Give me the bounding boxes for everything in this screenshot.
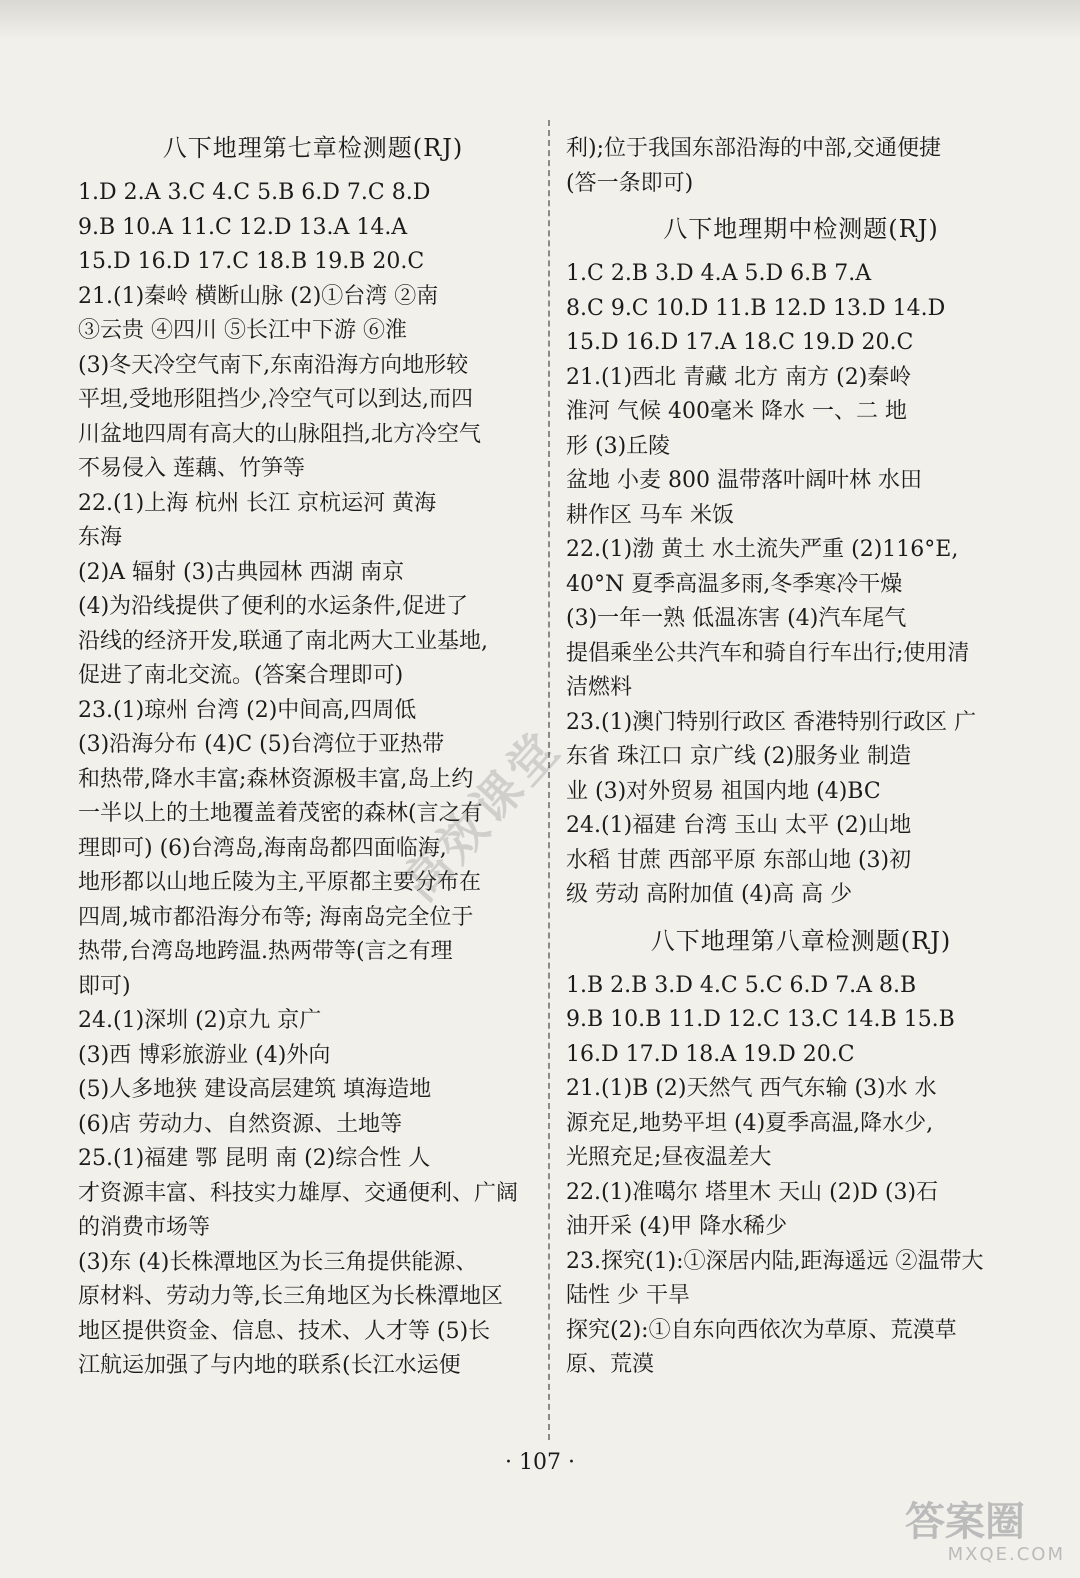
answer-line: 耕作区 马车 米饭: [566, 502, 734, 528]
answer-line: 25.(1)福建 鄂 昆明 南 (2)综合性 人: [78, 1146, 431, 1171]
answer-line: 东省 珠江口 京广线 (2)服务业 制造: [566, 744, 912, 769]
answer-line: 即可): [78, 973, 131, 999]
logo-text: 答案圈: [905, 1499, 1025, 1545]
answer-line: 促进了南北交流。(答案合理即可): [78, 663, 404, 688]
answer-line: 沿线的经济开发,联通了南北两大工业基地,: [78, 628, 488, 654]
answer-line: 23.(1)澳门特别行政区 香港特别行政区 广: [566, 709, 977, 735]
answer-line: 的消费市场等: [78, 1215, 211, 1240]
answer-line: 24.(1)深圳 (2)京九 京广: [78, 1008, 322, 1033]
answer-line: 15.D 16.D 17.A 18.C 19.D 20.C: [566, 330, 914, 355]
answer-line: 原材料、劳动力等,长三角地区为长株潭地区: [78, 1284, 503, 1309]
answer-line: (5)人多地狭 建设高层建筑 填海造地: [78, 1077, 432, 1102]
answer-line: 江航运加强了与内地的联系(长江水运便: [78, 1353, 461, 1378]
answer-line: 24.(1)福建 台湾 玉山 太平 (2)山地: [566, 813, 912, 838]
answer-line: 1.D 2.A 3.C 4.C 5.B 6.D 7.C 8.D: [78, 180, 431, 205]
answer-line: 9.B 10.A 11.C 12.D 13.A 14.A: [78, 214, 408, 240]
right-column: [566, 132, 1036, 1383]
answer-line: 光照充足;昼夜温差大: [566, 1145, 772, 1170]
answer-line: 不易侵入 莲藕、竹笋等: [78, 456, 305, 481]
chapter8-answers: [566, 969, 1036, 1383]
answer-line: 业 (3)对外贸易 祖国内地 (4)BC: [566, 778, 881, 804]
answer-line: 和热带,降水丰富;森林资源极丰富,岛上约: [78, 766, 474, 792]
answer-line: 源充足,地势平坦 (4)夏季高温,降水少,: [566, 1110, 934, 1136]
answer-line: 23.(1)琼州 台湾 (2)中间高,四周低: [78, 697, 417, 723]
chapter8-title: 八下地理第八章检测题(RJ): [650, 926, 952, 955]
answer-line: 淮河 气候 400毫米 降水 一、二 地: [566, 399, 907, 424]
answer-line: ③云贵 ④四川 ⑤长江中下游 ⑥淮: [78, 318, 407, 343]
site-logo: [905, 1499, 1065, 1565]
answer-line: 东海: [78, 525, 123, 550]
answer-line: 9.B 10.B 11.D 12.C 13.C 14.B 15.B: [566, 1007, 955, 1032]
answer-line: 15.D 16.D 17.C 18.B 19.B 20.C: [78, 249, 425, 274]
answer-line: 水稻 甘蔗 西部平原 东部山地 (3)初: [566, 847, 912, 873]
answer-line: 1.C 2.B 3.D 4.A 5.D 6.B 7.A: [566, 261, 872, 286]
answer-line: 利);位于我国东部沿海的中部,交通便捷: [566, 136, 941, 161]
answer-line: 16.D 17.D 18.A 19.D 20.C: [566, 1041, 855, 1067]
answer-line: 盆地 小麦 800 温带落叶阔叶林 水田: [566, 468, 922, 493]
answer-line: (4)为沿线提供了便利的水运条件,促进了: [78, 594, 469, 619]
answer-line: (3)沿海分布 (4)C (5)台湾位于亚热带: [78, 732, 445, 757]
chapter7-answers-continued: [566, 132, 1036, 201]
answer-line: 一半以上的土地覆盖着茂密的森林(言之有: [78, 801, 483, 826]
answer-line: 探究(2):①自东向西依次为草原、荒漠草: [566, 1317, 957, 1343]
answer-line: (6)店 劳动力、自然资源、土地等: [78, 1111, 403, 1137]
midterm-answers: [566, 257, 1036, 913]
answer-line: 提倡乘坐公共汽车和骑自行车出行;使用清: [566, 640, 970, 666]
answer-line: 23.探究(1):①深居内陆,距海遥远 ②温带大: [566, 1248, 984, 1274]
answer-line: 原、荒漠: [566, 1352, 655, 1377]
answer-line: 级 劳动 高附加值 (4)高 高 少: [566, 882, 853, 907]
answer-line: 21.(1)西北 青藏 北方 南方 (2)秦岭: [566, 364, 912, 390]
answer-line: 地区提供资金、信息、技术、人才等 (5)长: [78, 1318, 491, 1344]
chapter7-title: 八下地理第七章检测题(RJ): [162, 134, 464, 162]
answer-line: (2)A 辐射 (3)古典园林 西湖 南京: [78, 559, 405, 585]
watermark-stamp: 高效课堂: [391, 719, 573, 913]
answer-line: 地形都以山地丘陵为主,平原都主要分布在: [78, 870, 481, 895]
answer-line: 8.C 9.C 10.D 11.B 12.D 13.D 14.D: [566, 295, 946, 321]
answer-line: (3)东 (4)长株潭地区为长三角提供能源、: [78, 1249, 478, 1275]
answer-line: 四周,城市都沿海分布等; 海南岛完全位于: [78, 904, 474, 930]
answer-line: 热带,台湾岛地跨温.热两带等(言之有理: [78, 939, 453, 964]
answer-line: 1.B 2.B 3.D 4.C 5.C 6.D 7.A 8.B: [566, 972, 917, 998]
answer-line: 理即可) (6)台湾岛,海南岛都四面临海,: [78, 835, 447, 861]
page-top-edge: [0, 0, 1080, 40]
answer-line: (答一条即可): [566, 170, 694, 196]
answer-line: 平坦,受地形阻挡少,冷空气可以到达,而四: [78, 387, 473, 412]
left-column: [78, 120, 548, 1384]
answer-line: 21.(1)秦岭 横断山脉 (2)①台湾 ②南: [78, 283, 439, 309]
answer-line: 形 (3)丘陵: [566, 433, 671, 459]
answer-line: (3)冬天冷空气南下,东南沿海方向地形较: [78, 352, 469, 378]
answer-line: 22.(1)上海 杭州 长江 京杭运河 黄海: [78, 490, 437, 516]
answer-line: 22.(1)渤 黄土 水土流失严重 (2)116°E,: [566, 537, 959, 562]
answer-line: 40°N 夏季高温多雨,冬季寒冷干燥: [566, 571, 903, 597]
answer-line: 22.(1)准噶尔 塔里木 天山 (2)D (3)石: [566, 1179, 939, 1205]
answer-line: 21.(1)B (2)天然气 西气东输 (3)水 水: [566, 1076, 937, 1101]
answer-line: 川盆地四周有高大的山脉阻挡,北方冷空气: [78, 421, 481, 447]
answer-line: (3)西 博彩旅游业 (4)外向: [78, 1042, 331, 1068]
answer-line: 陆性 少 干旱: [566, 1283, 690, 1308]
midterm-title: 八下地理期中检测题(RJ): [663, 215, 939, 243]
answer-line: (3)一年一熟 低温冻害 (4)汽车尾气: [566, 606, 907, 631]
page-number: · 107 ·: [505, 1450, 575, 1475]
answer-line: 油开采 (4)甲 降水稀少: [566, 1214, 788, 1239]
answer-line: 洁燃料: [566, 675, 633, 700]
answer-line: 才资源丰富、科技实力雄厚、交通便利、广阔: [78, 1180, 519, 1206]
logo-url: MXQE.COM: [947, 1544, 1065, 1565]
